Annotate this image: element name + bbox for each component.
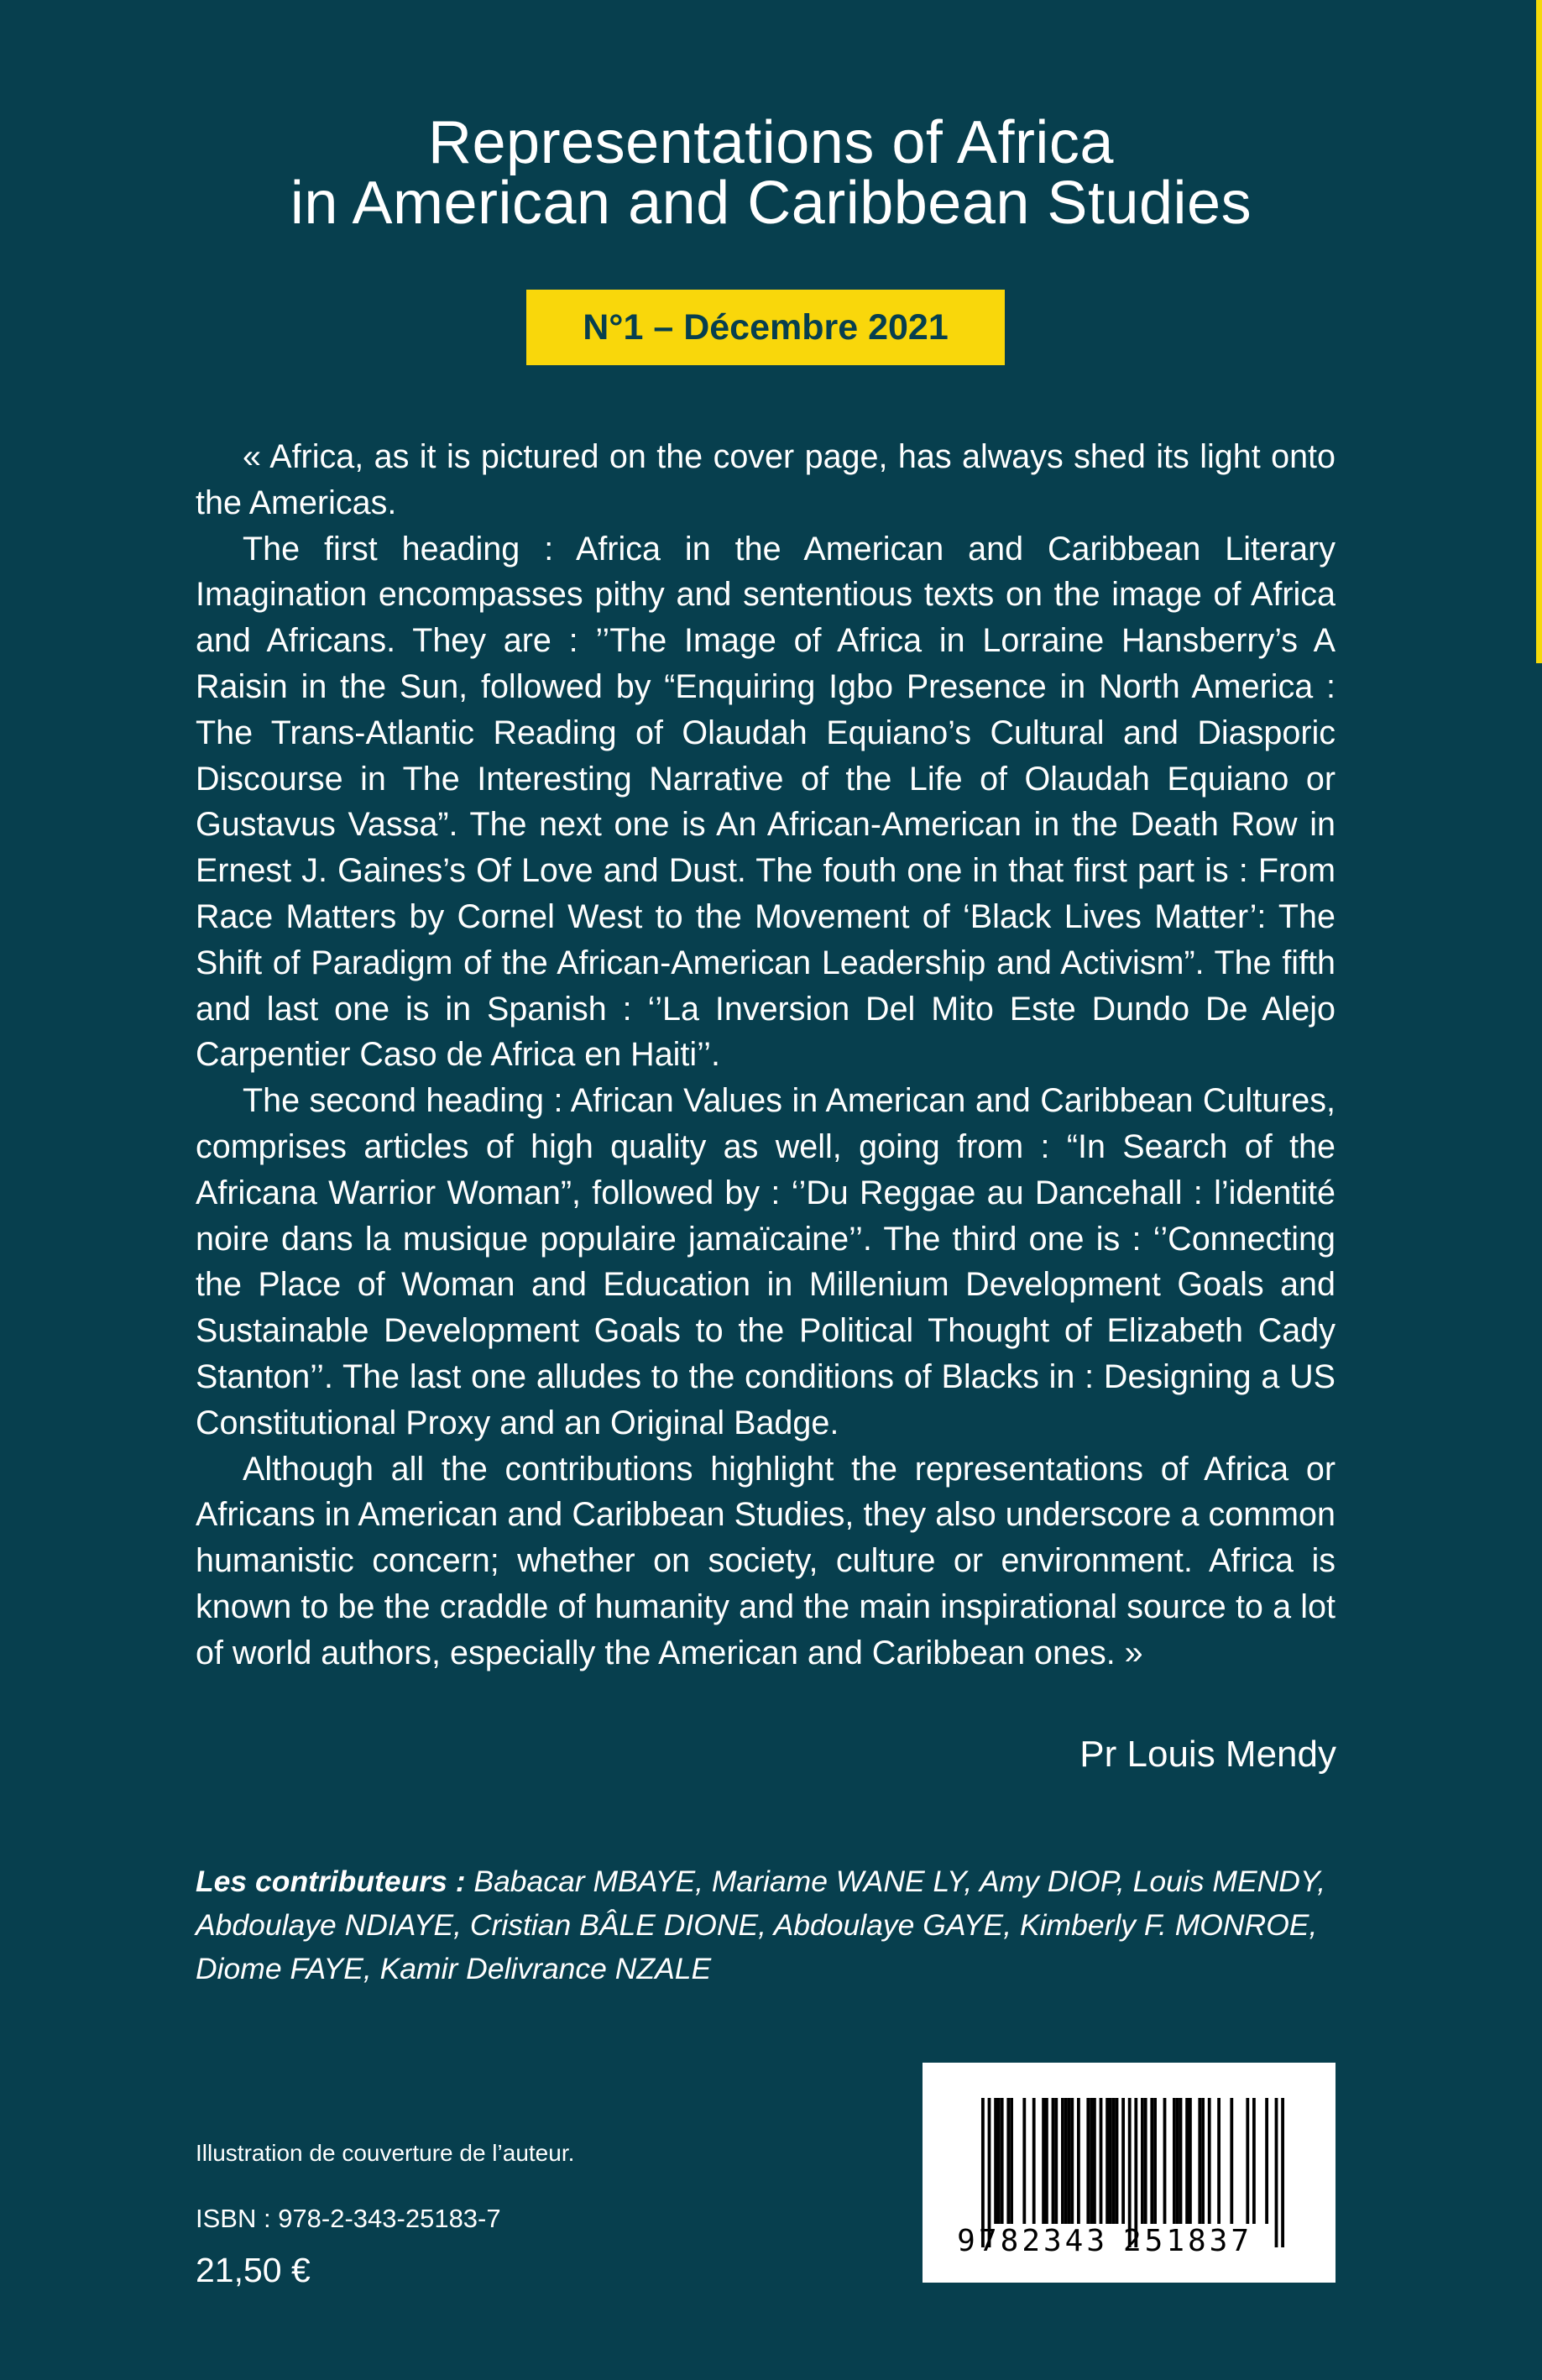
- barcode-bar: [1109, 2098, 1112, 2224]
- barcode-bar: [1217, 2098, 1221, 2224]
- contributors-label: Les contributeurs :: [196, 1865, 466, 1898]
- barcode-bar: [1153, 2098, 1157, 2224]
- blurb-paragraph: The second heading : African Values in American and Caribbean Cultures, comprises articles of high quality as well, going from : “In Search of the Africana Warrior Woman”, followed by : ‘’Du Reggae au Dancehall : l’identité noire dans la musique populaire jamaïcaine’’. The third one is : ‘’Connecting the Place of Woman and Education in Millenium Development Goals and Sustainable Development Goals to the Political Thought of Elizabeth Cady Stanton’’. The last one alludes to the conditions of Blacks in : Designing a US Constitutional Proxy and an Original Badge.: [196, 1082, 1336, 1441]
- barcode-bar: [1112, 2098, 1116, 2224]
- barcode-bar: [1070, 2098, 1074, 2224]
- barcode-bar: [1106, 2098, 1109, 2224]
- barcode-bar: [1189, 2098, 1192, 2224]
- barcode-bar: [1006, 2098, 1010, 2224]
- barcode-bar: [1281, 2098, 1284, 2247]
- barcode-bar: [994, 2098, 997, 2224]
- barcode-bar: [1252, 2098, 1256, 2224]
- barcode-bar: [1077, 2098, 1080, 2224]
- barcode-bar: [1275, 2098, 1278, 2247]
- barcode-bar: [1230, 2098, 1233, 2224]
- isbn: ISBN : 978-2-343-25183-7: [196, 2204, 501, 2233]
- barcode-bar: [1116, 2098, 1119, 2224]
- barcode-bar: [1032, 2098, 1036, 2224]
- barcode-bar: [1141, 2098, 1144, 2224]
- barcode-bar: [1086, 2098, 1090, 2224]
- blurb-paragraph: « Africa, as it is pictured on the cover page, has always shed its light onto the Americas.: [196, 438, 1336, 521]
- barcode-bar: [1001, 2098, 1004, 2224]
- barcode-bar: [1090, 2098, 1093, 2224]
- barcode-bar: [1150, 2098, 1153, 2224]
- barcode-bar: [1054, 2098, 1058, 2224]
- barcode-bar: [1176, 2098, 1179, 2224]
- barcode-bar: [1061, 2098, 1064, 2224]
- barcode-bar: [1010, 2098, 1013, 2224]
- contributors-names: Babacar MBAYE, Mariame WANE LY, Amy DIOP, Louis MENDY, Abdoulaye NDIAYE, Cristian BÂLE DIONE, Abdoulaye GAYE, Kimberly F. MONROE, Diome FAYE, Kamir Delivrance NZALE: [196, 1865, 1326, 1985]
- barcode-bar: [1198, 2098, 1201, 2224]
- barcode-bar: [1173, 2098, 1176, 2224]
- price: 21,50 €: [196, 2251, 311, 2289]
- title-line-1: Representations of Africa: [428, 109, 1114, 176]
- issue-badge: N°1 – Décembre 2021: [526, 290, 1005, 365]
- barcode-bar: [1163, 2098, 1167, 2224]
- illustration-credit: Illustration de couverture de l’auteur.: [196, 2140, 575, 2166]
- blurb-paragraph: Although all the contributions highlight the representations of Africa or Africans in American and Caribbean Studies, they also underscore a common humanistic concern; whether on society, culture or environment. Africa is known to be the craddle of humanity and the main inspirational source to a lot of world authors, especially the American and Caribbean ones. »: [196, 1450, 1336, 1671]
- spine-color-strip: [1536, 0, 1542, 663]
- signature: Pr Louis Mendy: [1079, 1734, 1336, 1775]
- title-line-2: in American and Caribbean Studies: [290, 170, 1252, 237]
- barcode-bar: [1246, 2098, 1249, 2224]
- barcode-bar: [1265, 2098, 1268, 2224]
- barcode-first-digit: 9: [957, 2224, 975, 2258]
- barcode-bar: [1179, 2098, 1183, 2224]
- barcode-bar: [1093, 2098, 1096, 2224]
- barcode-bar: [1144, 2098, 1147, 2224]
- barcode-bar: [1185, 2098, 1189, 2224]
- barcode-right-digits: 251837: [1122, 2224, 1253, 2258]
- contributors-list: [196, 1860, 1346, 1990]
- barcode-bar: [1201, 2098, 1205, 2224]
- barcode-bar: [1100, 2098, 1103, 2224]
- barcode-bar: [1042, 2098, 1045, 2224]
- barcode-graphic: [923, 2063, 1336, 2283]
- barcode: [923, 2063, 1336, 2283]
- back-cover-blurb: [196, 434, 1336, 1676]
- barcode-bar: [997, 2098, 1001, 2224]
- barcode-left-digits: 782343: [978, 2224, 1109, 2258]
- barcode-bar: [1208, 2098, 1211, 2224]
- book-title: [0, 109, 1542, 237]
- barcode-bar: [1022, 2098, 1026, 2224]
- barcode-bar: [1064, 2098, 1068, 2224]
- barcode-bar: [1121, 2098, 1125, 2224]
- blurb-paragraph: The first heading : Africa in the American and Caribbean Literary Imagination encompasses pithy and sententious texts on the image of Africa and Africans. They are : ’’The Image of Africa in Lorraine Hansberry’s A Raisin in the Sun, followed by “Enquiring Igbo Presence in North America : The Trans-Atlantic Reading of Olaudah Equiano’s Cultural and Diasporic Discourse in The Interesting Narrative of the Life of Olaudah Equiano or Gustavus Vassa”. The next one is An African-American in the Death Row in Ernest J. Gaines’s Of Love and Dust. The fouth one in that first part is : From Race Matters by Cornel West to the Movement of ‘Black Lives Matter’: The Shift of Paradigm of the African-American Leadership and Activism”. The fifth and last one is in Spanish : ‘’La Inversion Del Mito Este Dundo De Alejo Carpentier Caso de Africa en Haiti’’.: [196, 530, 1336, 1074]
- barcode-bar: [1045, 2098, 1048, 2224]
- barcode-bar: [1052, 2098, 1055, 2224]
- barcode-bar: [1068, 2098, 1071, 2224]
